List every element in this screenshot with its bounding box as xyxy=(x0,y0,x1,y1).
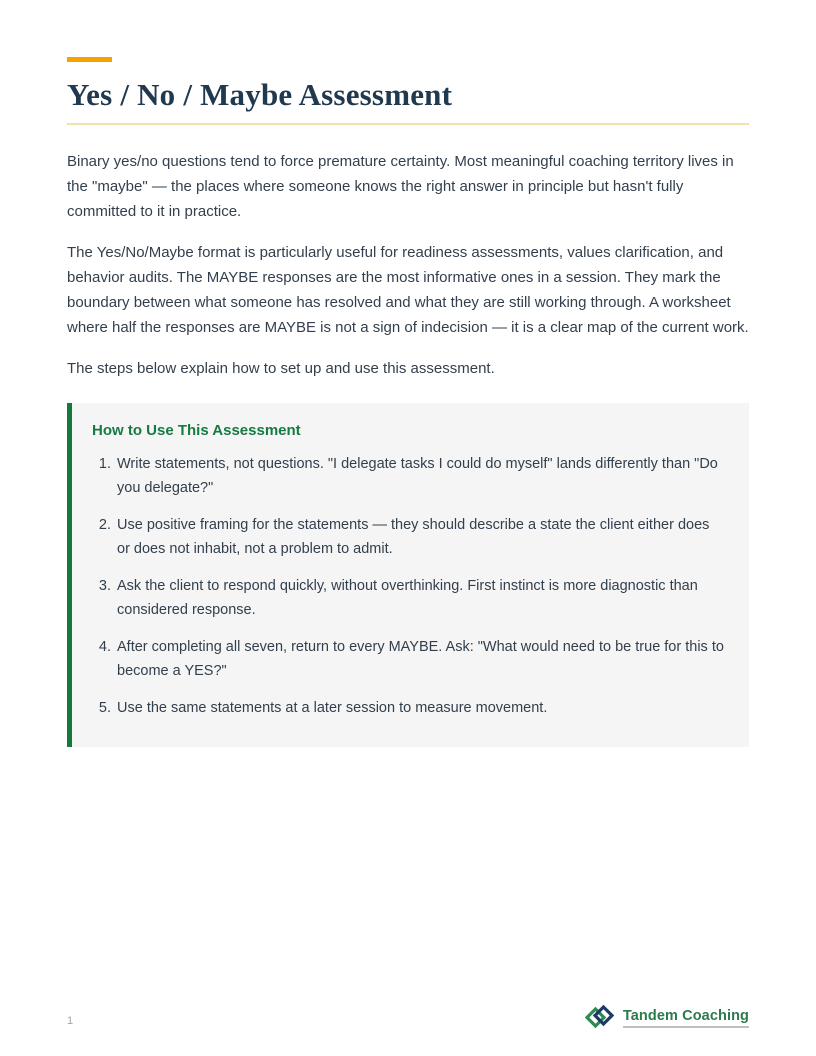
brand-link[interactable] xyxy=(585,1004,749,1031)
brand-name: Tandem Coaching xyxy=(623,1008,749,1028)
step-item-5: 5. Use the same statements at a later session to measure movement. xyxy=(115,696,725,720)
how-to-callout xyxy=(67,403,749,747)
step-item-4: 4. After completing all seven, return to every MAYBE. Ask: "What would need to be true for this to become a YES?" xyxy=(115,635,725,683)
intro-paragraph-3: The steps below explain how to set up and use this assessment. xyxy=(67,360,495,378)
page-title: Yes / No / Maybe Assessment xyxy=(67,78,749,125)
intro-paragraph-2: The Yes/No/Maybe format is particularly useful for readiness assessments, values clarification, and behavior audits. The MAYBE responses are the most informative ones in a session. They mark the boundary between what someone has resolved and what they are still working through. A worksheet where half the responses are MAYBE is not a sign of indecision — it is a clear map of the current work. xyxy=(67,244,749,337)
steps-list xyxy=(92,452,725,720)
page-number: 1 xyxy=(67,1015,74,1027)
page-content xyxy=(0,57,816,747)
tandem-interlocking-diamonds-icon xyxy=(585,1004,615,1031)
title-accent-bar xyxy=(67,57,112,62)
step-item-1: 1. Write statements, not questions. "I delegate tasks I could do myself" lands differently than "Do you delegate?" xyxy=(115,452,725,500)
page-footer xyxy=(67,1004,749,1031)
step-item-3: 3. Ask the client to respond quickly, without overthinking. First instinct is more diagnostic than considered response. xyxy=(115,574,725,622)
intro-paragraph-1: Binary yes/no questions tend to force premature certainty. Most meaningful coaching territory lives in the "maybe" — the places where someone knows the right answer in principle but hasn't fully committed to it in practice. xyxy=(67,153,734,221)
callout-heading: How to Use This Assessment xyxy=(92,422,301,440)
step-item-2: 2. Use positive framing for the statements — they should describe a state the client either does or does not inhabit, not a problem to admit. xyxy=(115,513,725,561)
